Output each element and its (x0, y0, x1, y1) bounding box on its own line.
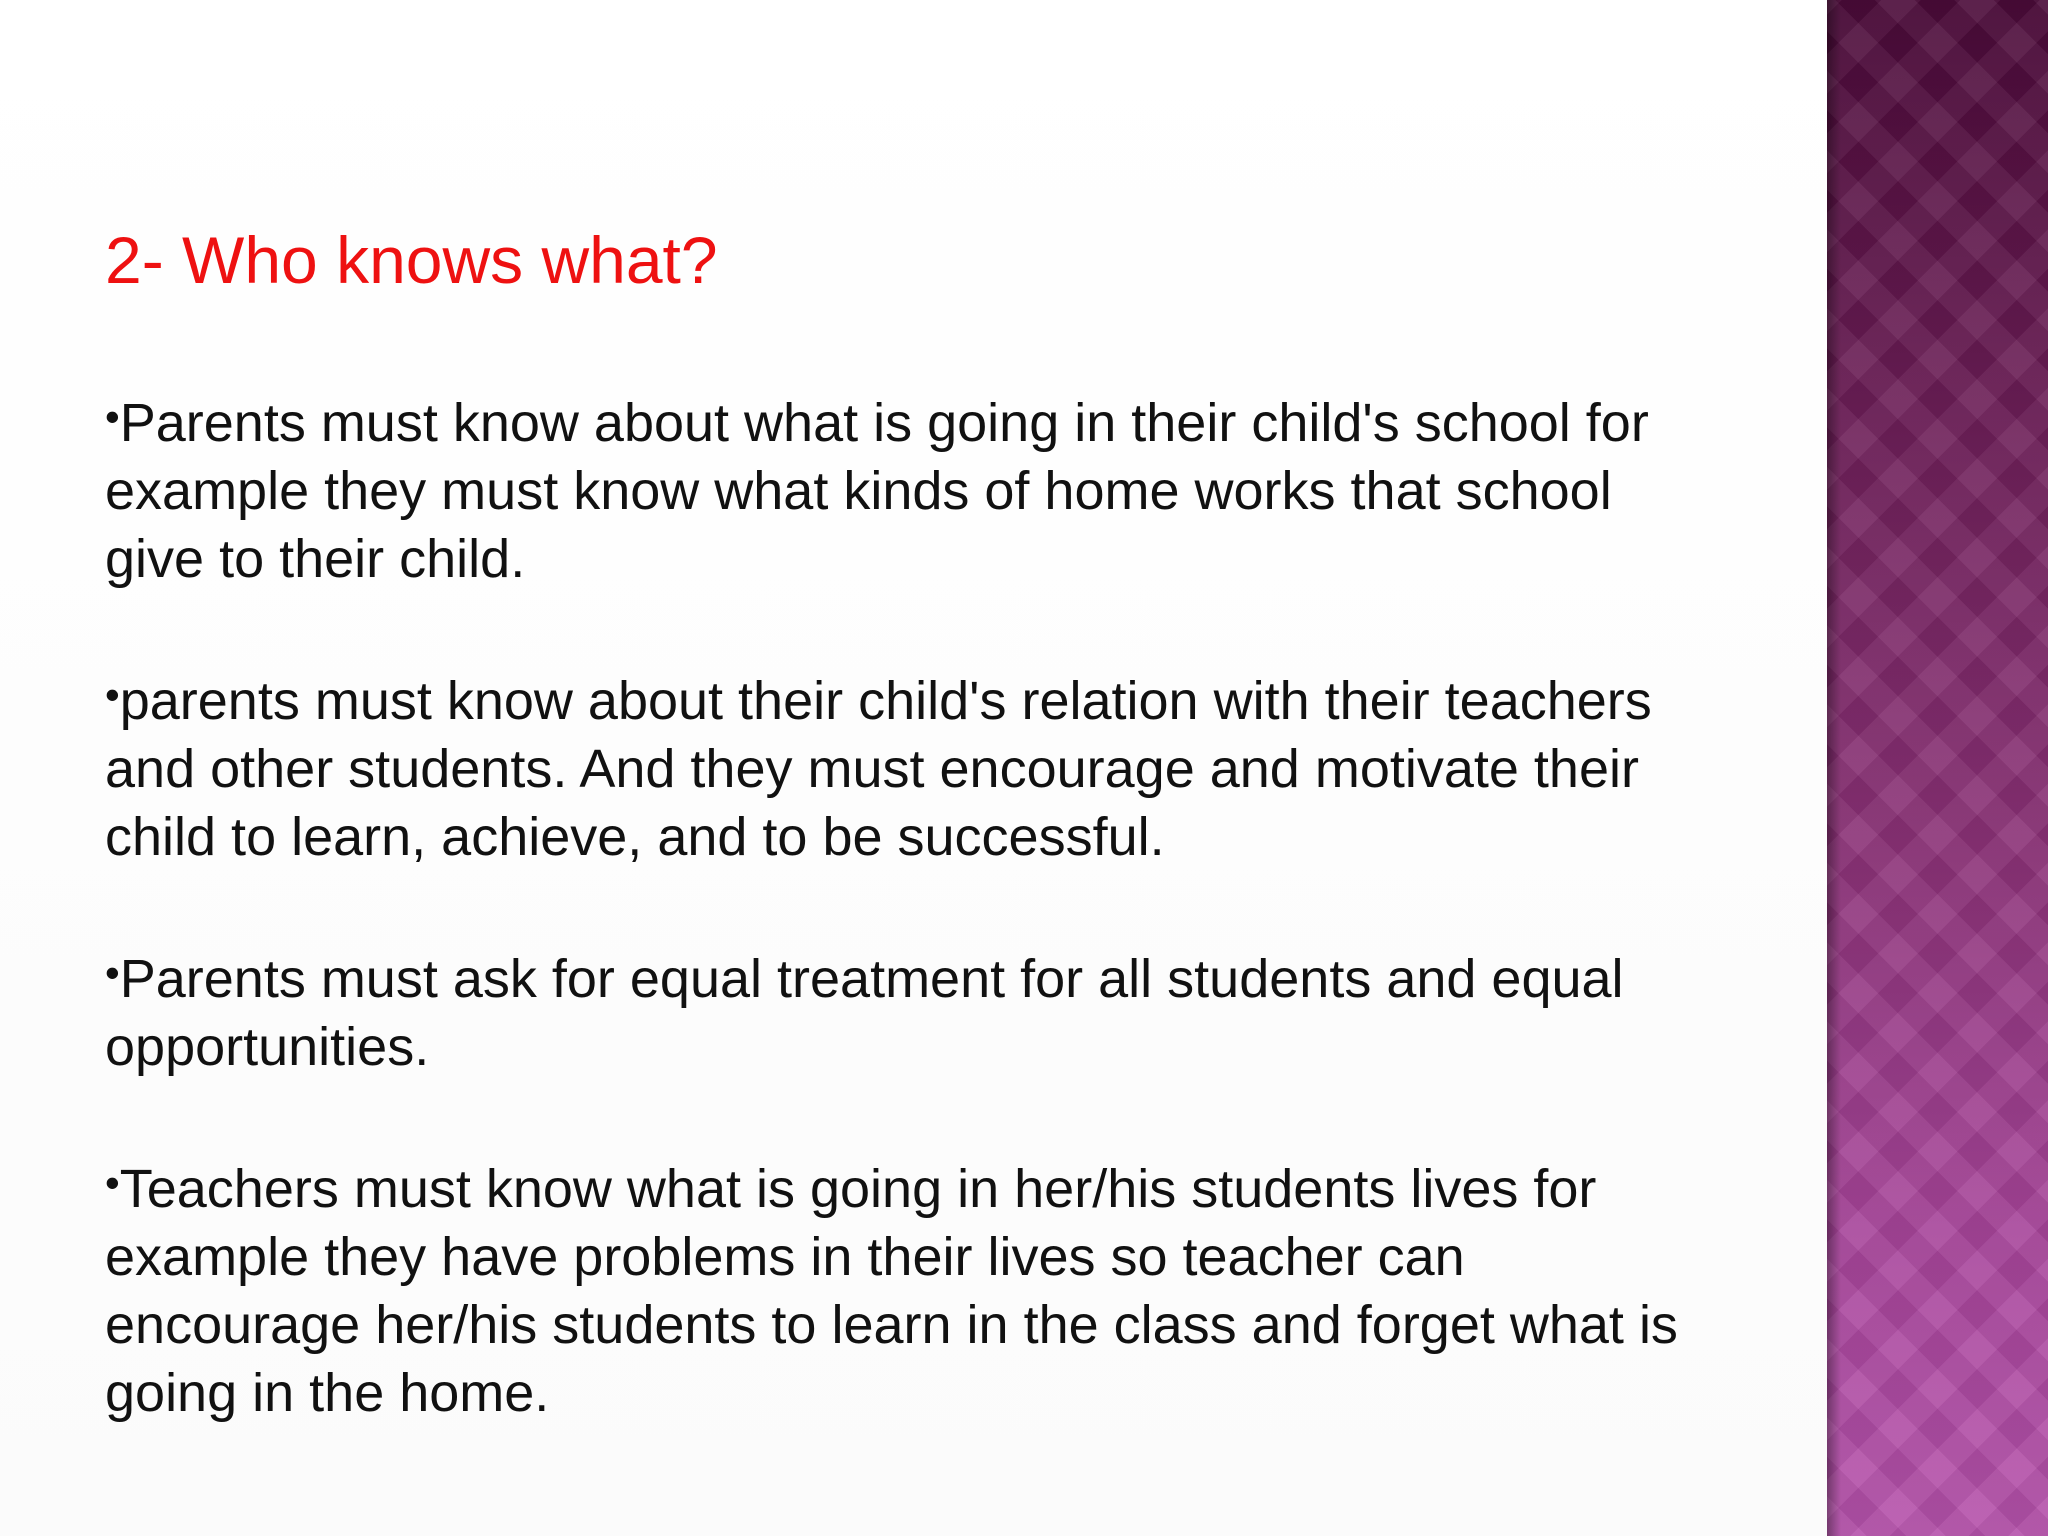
bullet-line: opportunities. (105, 1017, 430, 1077)
slide-title: 2- Who knows what? (105, 223, 718, 297)
bullet-line: give to their child. (105, 529, 526, 589)
bullet-line: and other students. And they must encourage and motivate their (105, 739, 1639, 799)
bullet-item-3 (105, 939, 1805, 1081)
bullet-line: going in the home. (105, 1363, 550, 1423)
bullet-item-4 (105, 1149, 1805, 1427)
bullet-marker: • (105, 671, 120, 718)
decorative-sidebar (1827, 0, 2048, 1536)
bullet-line: Teachers must know what is going in her/his students lives for (119, 1159, 1597, 1219)
bullet-list (105, 383, 1805, 1495)
bullet-marker: • (105, 949, 120, 996)
bullet-line: Parents must know about what is going in their child's school for (119, 393, 1649, 453)
bullet-line: child to learn, achieve, and to be successful. (105, 807, 1165, 867)
bullet-line: Parents must ask for equal treatment for all students and equal (119, 949, 1624, 1009)
bullet-line: parents must know about their child's relation with their teachers (119, 671, 1652, 731)
bullet-line: encourage her/his students to learn in the class and forget what is (105, 1295, 1678, 1355)
bullet-item-1 (105, 383, 1805, 593)
bullet-marker: • (105, 393, 120, 440)
bullet-item-2 (105, 661, 1805, 871)
bullet-line: example they must know what kinds of home works that school (105, 461, 1612, 521)
bullet-line: example they have problems in their lives so teacher can (105, 1227, 1465, 1287)
bullet-marker: • (105, 1159, 120, 1206)
